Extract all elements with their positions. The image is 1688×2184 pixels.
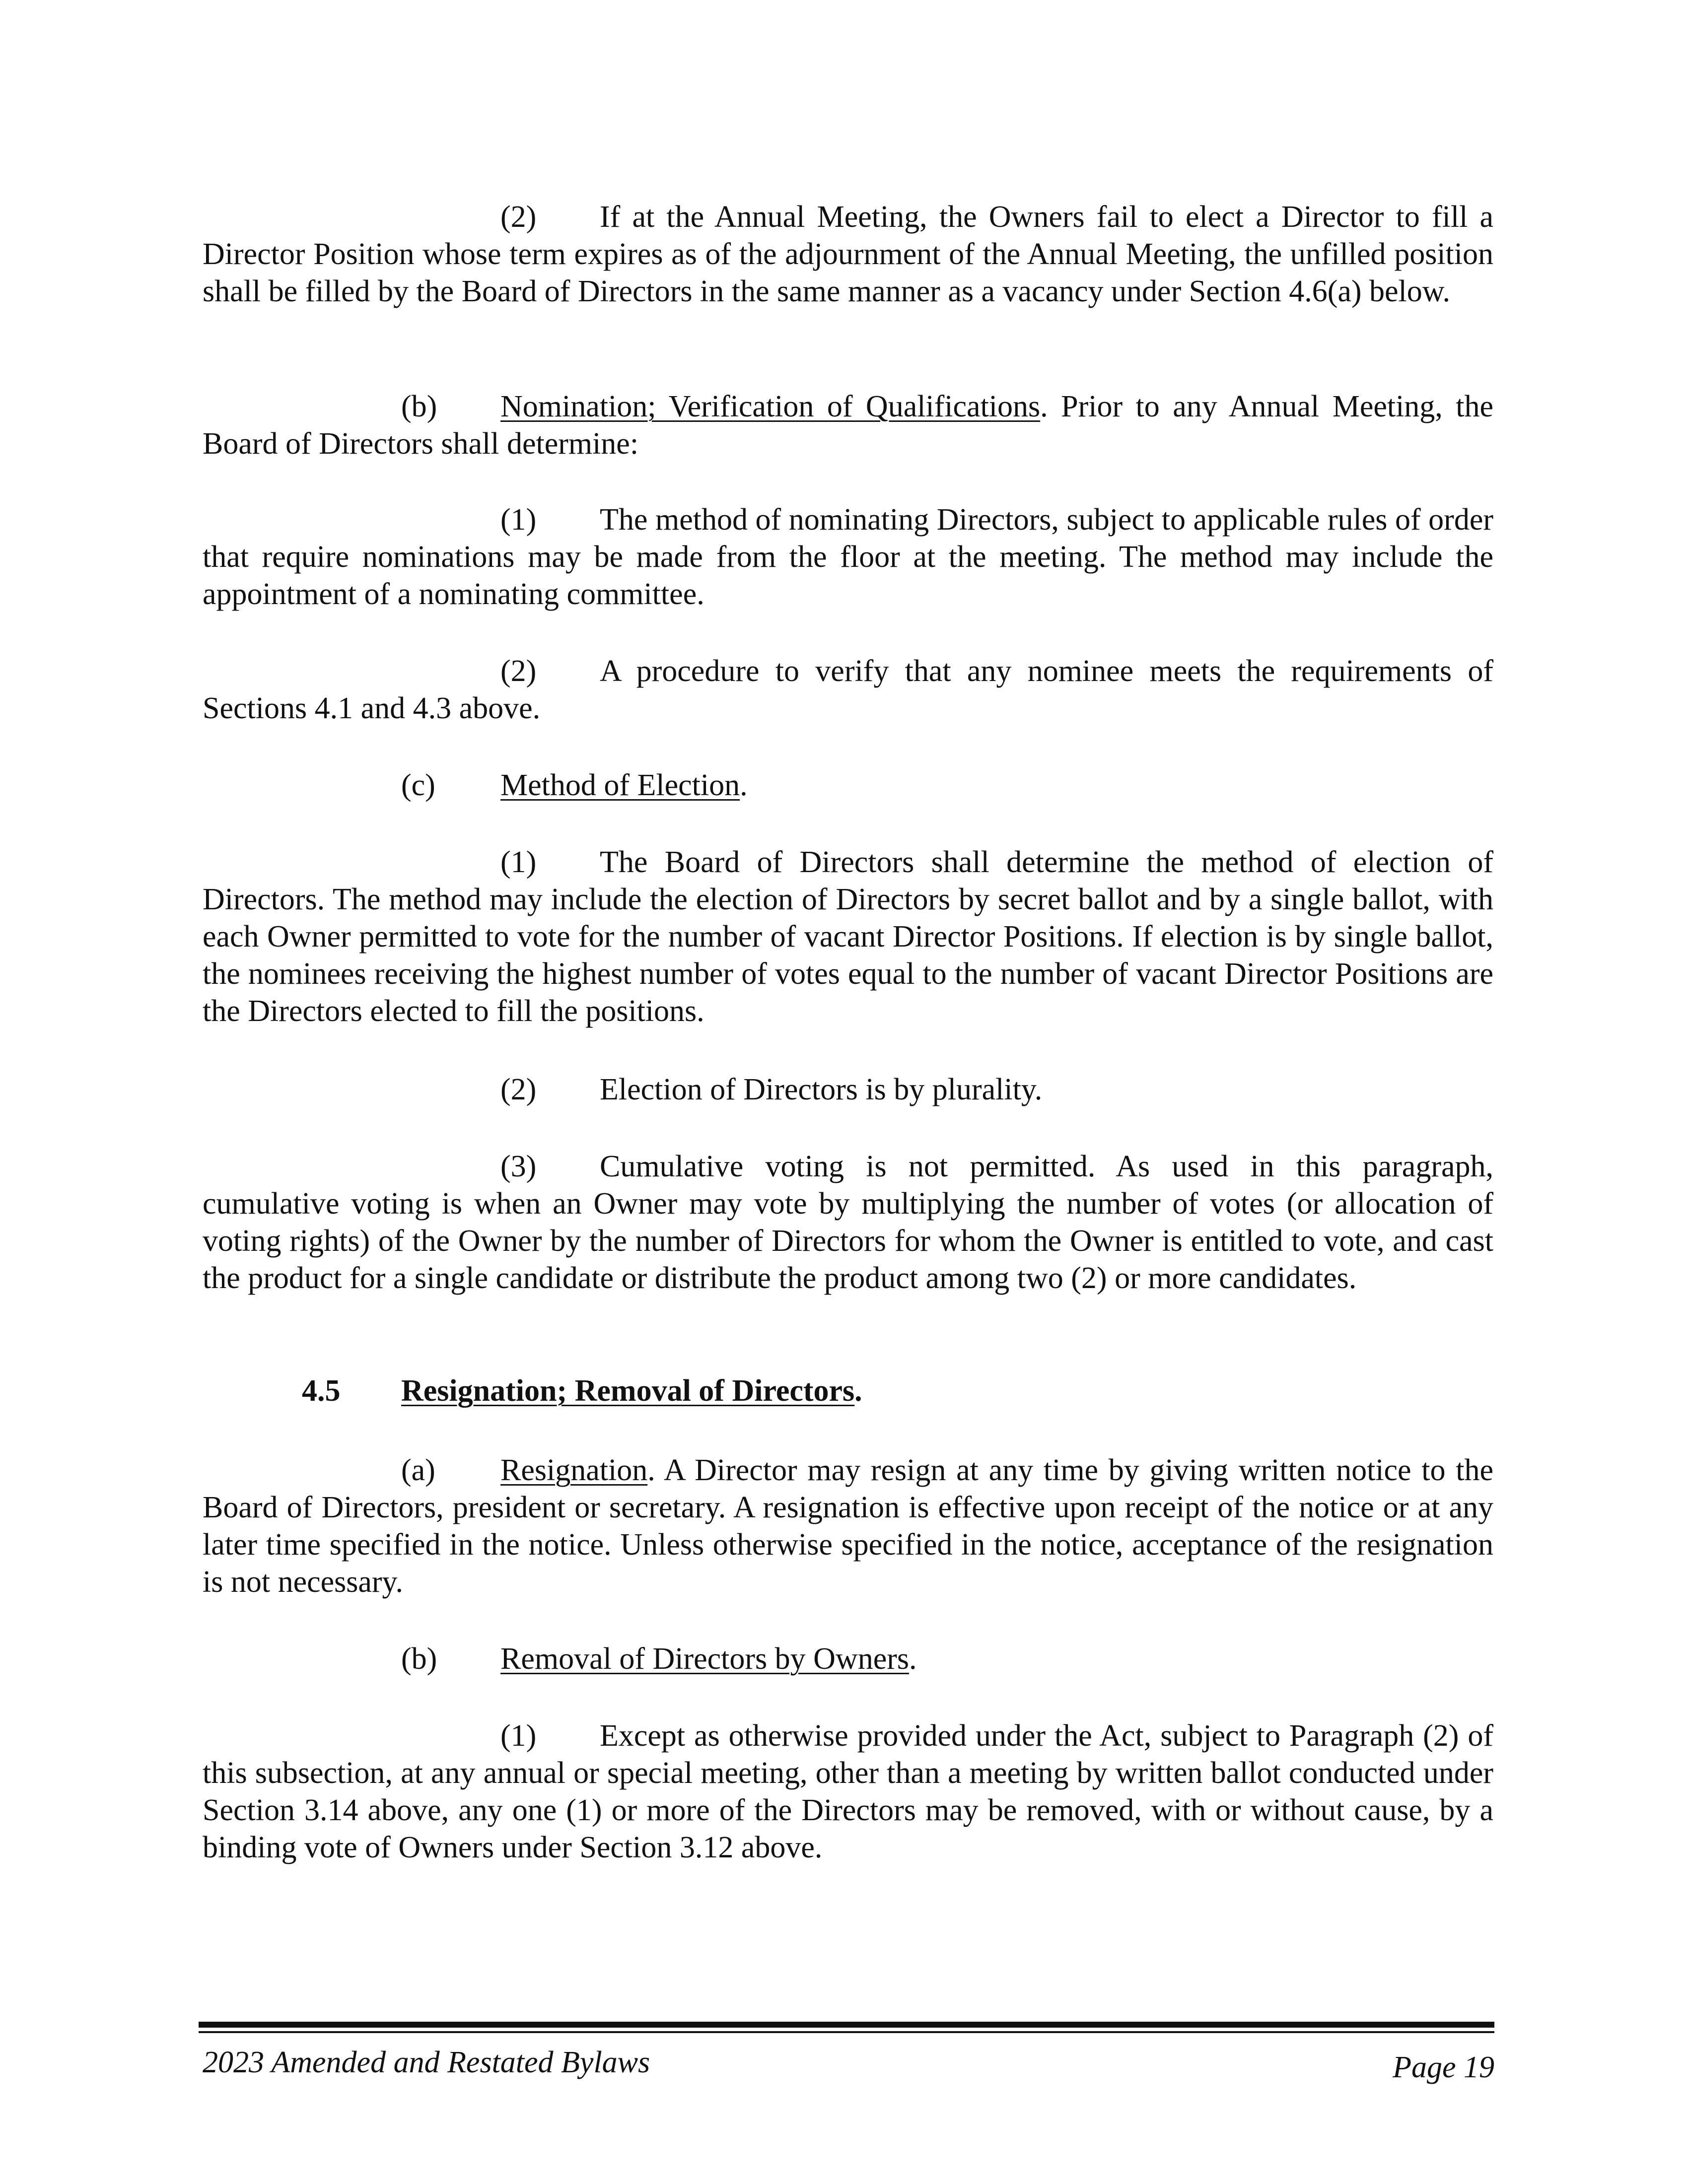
section-number: 4.5	[302, 1374, 341, 1408]
paragraph-number: (3)	[500, 1150, 537, 1183]
footer-rule-thin	[199, 2031, 1494, 2033]
subsection-letter: (c)	[401, 768, 435, 802]
footer-page-number: Page 19	[1393, 2050, 1494, 2084]
subsection-heading: Nomination; Verification of Qualifications	[500, 390, 1041, 423]
subsection-b	[203, 388, 1493, 463]
subsection-heading: Method of Election	[500, 768, 740, 802]
paragraph-number: (1)	[500, 1719, 537, 1753]
subsection-letter: (b)	[401, 1642, 437, 1676]
paragraph-c2	[203, 1071, 1493, 1108]
subsection-text: . A Director may resign at any time by giving written notice to the Board of Directors, president or secretary. A resignation is effective upon receipt of the notice or at any later time specified in the notice. Unless otherwise specified in the notice, acceptance of the resignation is not necessary.	[203, 1453, 1493, 1599]
subsection-letter: (b)	[401, 390, 437, 423]
paragraph-text: Cumulative voting is not permitted. As used in this paragraph, cumulative voting is when an Owner may vote by multiplying the number of votes (or allocation of voting rights) of the Owner by the number of Directors for whom the Owner is entitled to vote, and cast the product for a single candidate or distribute the product among two (2) or more candidates.	[203, 1150, 1493, 1295]
paragraph-b2	[203, 653, 1493, 727]
paragraph-text: Except as otherwise provided under the Act, subject to Paragraph (2) of this subsection, at any annual or special meeting, other than a meeting by written ballot conducted under Section 3.14 above, any one (1) or more of the Directors may be removed, with or without cause, by a binding vote of Owners under Section 3.12 above.	[203, 1719, 1493, 1864]
paragraph-c3	[203, 1148, 1493, 1297]
paragraph-text: A procedure to verify that any nominee meets the requirements of Sections 4.1 and 4.3 above.	[203, 654, 1493, 725]
footer-document-title: 2023 Amended and Restated Bylaws	[203, 2046, 650, 2079]
paragraph-text: The Board of Directors shall determine the method of election of Directors. The method may include the election of Directors by secret ballot and by a single ballot, with each Owner permitted to vote for the number of vacant Director Positions. If election is by single ballot, the nominees receiving the highest number of votes equal to the number of vacant Director Positions are the Directors elected to fill the positions.	[203, 845, 1493, 1028]
paragraph-text: The method of nominating Directors, subject to applicable rules of order that require nominations may be made from the floor at the meeting. The method may include the appointment of a nominating committee.	[203, 503, 1493, 611]
subsection-text: .	[909, 1642, 917, 1676]
footer-rule-thick	[199, 2022, 1494, 2028]
paragraph-number: (1)	[500, 503, 537, 537]
section-heading-tail: .	[854, 1374, 862, 1408]
paragraph-number: (2)	[500, 1073, 537, 1106]
paragraph-text: If at the Annual Meeting, the Owners fail to elect a Director to fill a Director Position whose term expires as of the adjournment of the Annual Meeting, the unfilled position shall be filled by the Board of Directors in the same manner as a vacancy under Section 4.6(a) below.	[203, 200, 1493, 308]
subsection-c	[203, 767, 1493, 804]
paragraph-4-5-b1	[203, 1717, 1493, 1866]
paragraph-b1	[203, 501, 1493, 613]
paragraph-number: (1)	[500, 845, 537, 879]
paragraph-a2	[203, 199, 1493, 310]
subsection-4-5-b	[203, 1640, 1493, 1678]
subsection-letter: (a)	[401, 1453, 435, 1487]
subsection-text: . Prior to any Annual Meeting, the Board of Directors shall determine:	[203, 390, 1493, 461]
subsection-4-5-a	[203, 1452, 1493, 1601]
paragraph-text: Election of Directors is by plurality.	[600, 1073, 1043, 1106]
subsection-heading: Resignation	[500, 1453, 648, 1487]
subsection-heading: Removal of Directors by Owners	[500, 1642, 910, 1676]
section-heading: Resignation; Removal of Directors	[401, 1374, 855, 1408]
section-4-5-heading	[203, 1372, 1493, 1410]
paragraph-number: (2)	[500, 200, 537, 234]
paragraph-number: (2)	[500, 654, 537, 688]
paragraph-c1	[203, 844, 1493, 1030]
subsection-text: .	[740, 768, 748, 802]
